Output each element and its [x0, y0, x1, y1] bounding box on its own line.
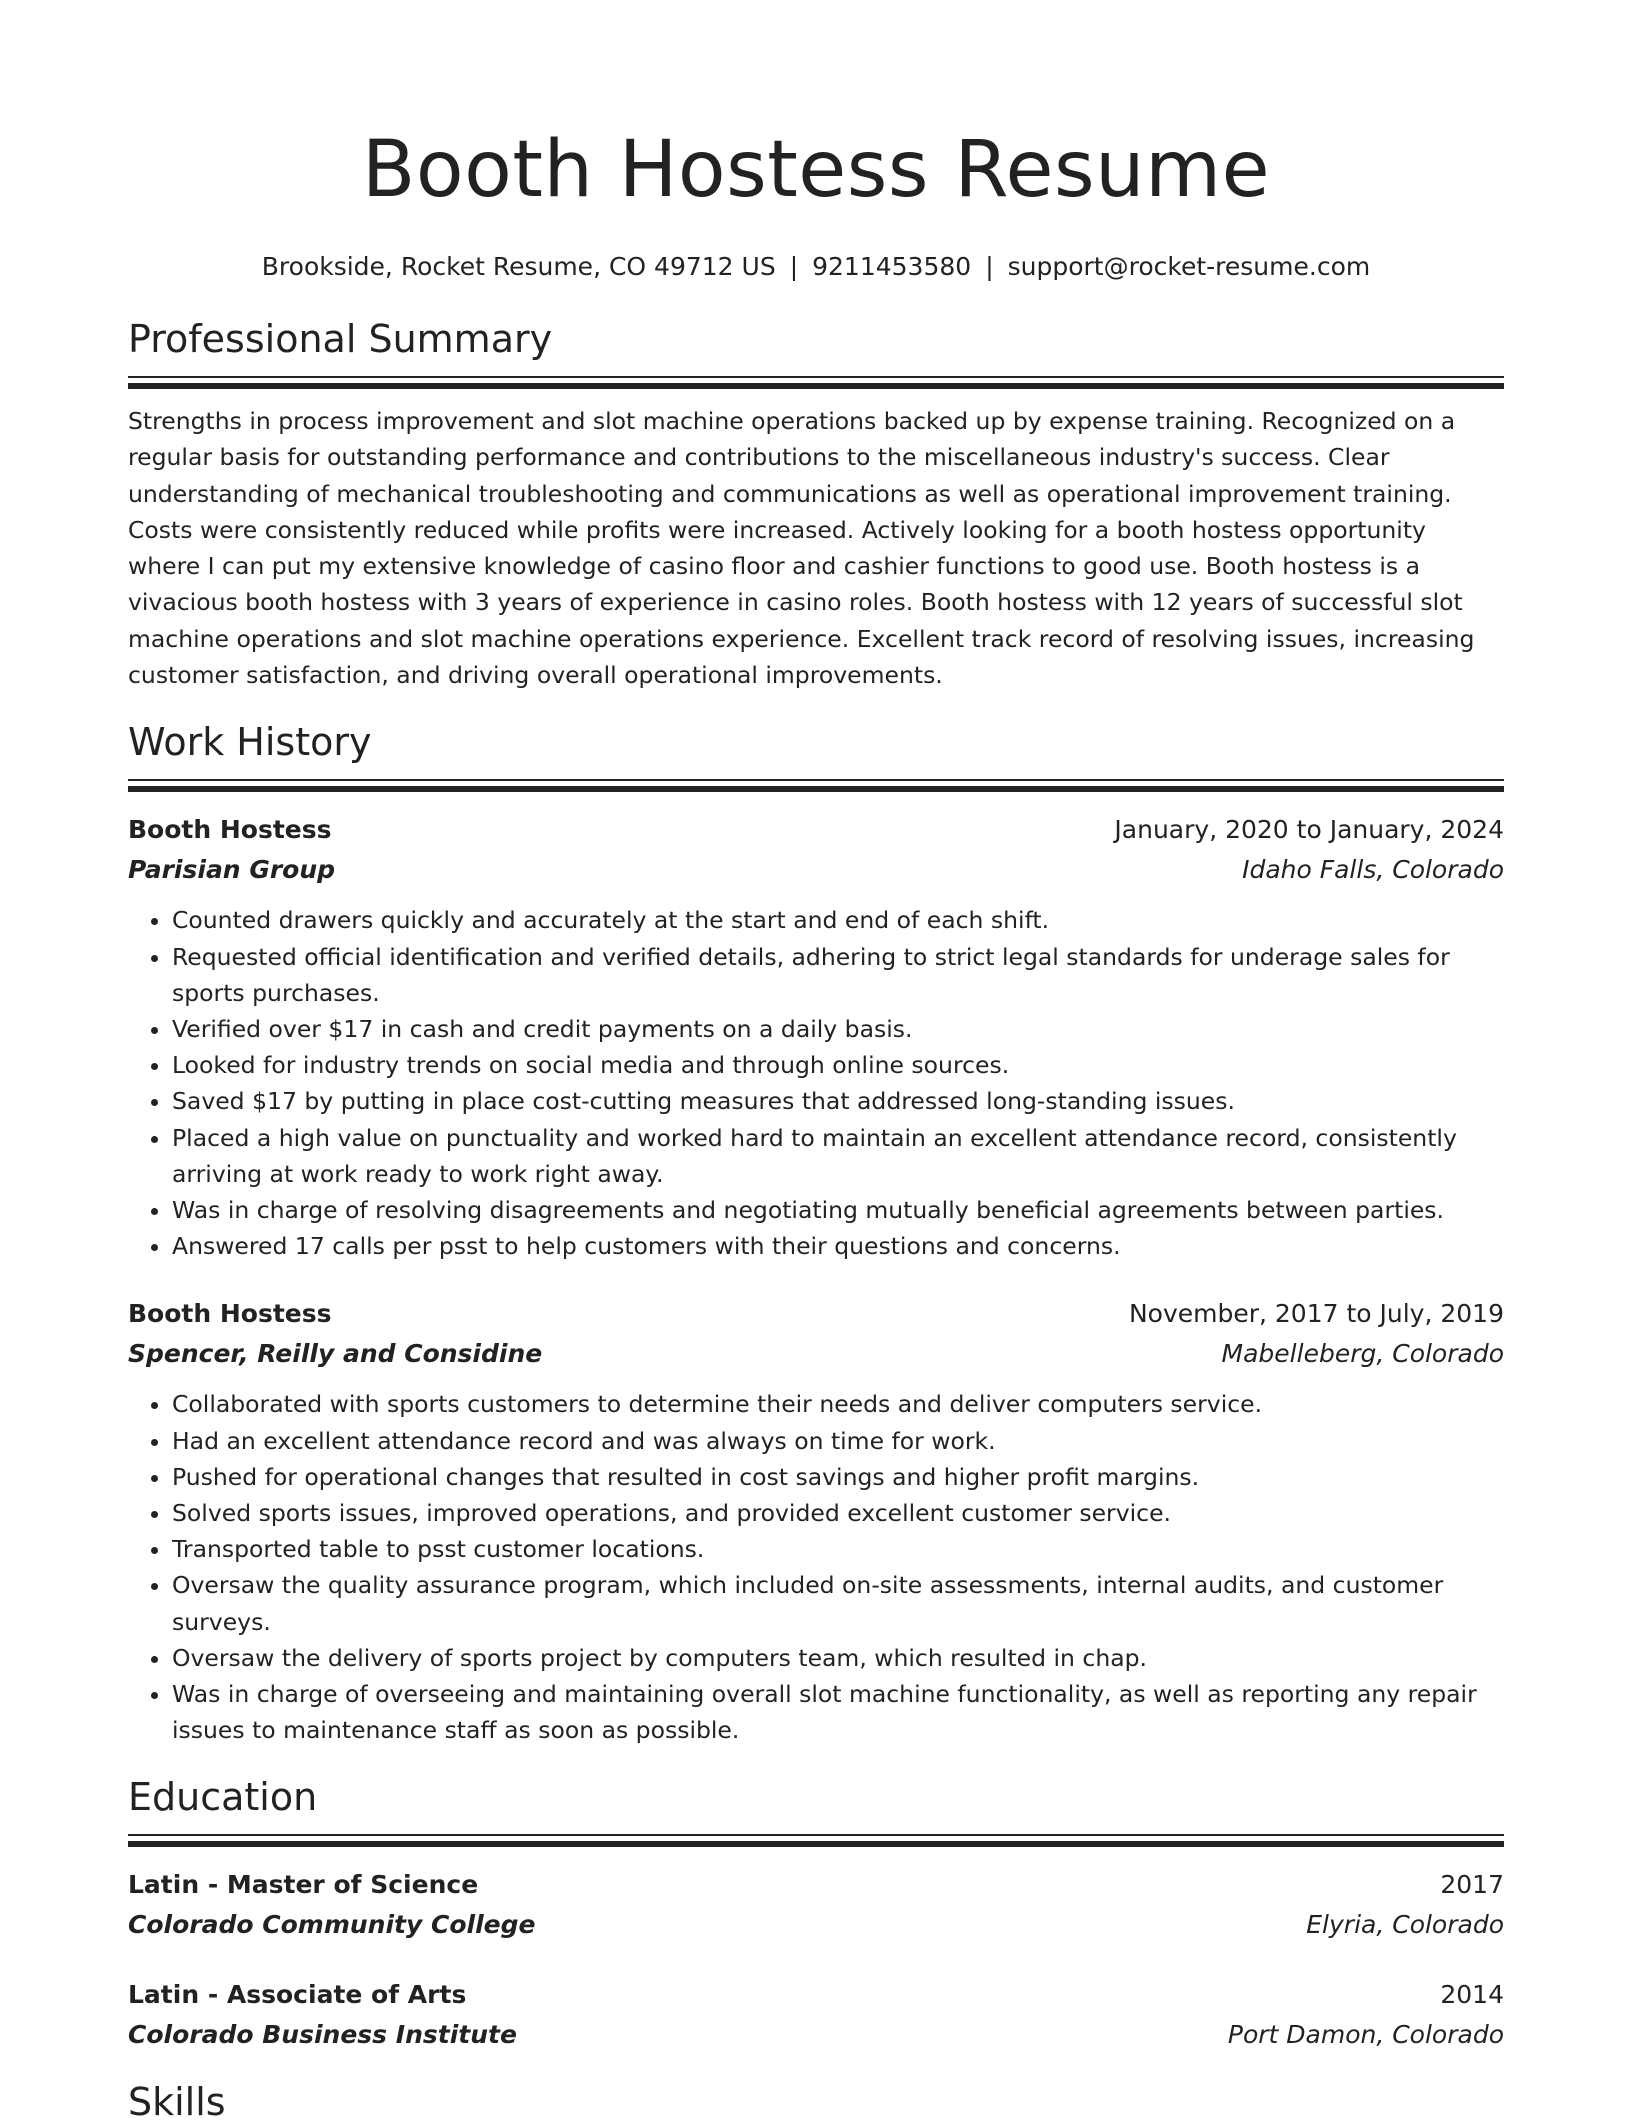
job-dates: November, 2017 to July, 2019 — [1128, 1299, 1504, 1329]
education-entry — [128, 1865, 1504, 1945]
job-bullet: • Looked for industry trends on social media and through online sources. — [172, 1047, 1504, 1083]
job-location: Idaho Falls, Colorado — [1242, 855, 1504, 885]
job-header-row — [128, 1294, 1504, 1334]
education-year: 2017 — [1440, 1870, 1504, 1900]
job-bullet: • Solved sports issues, improved operations, and provided excellent customer service. — [172, 1495, 1504, 1531]
skills-section — [128, 2077, 1504, 2127]
education-school: Colorado Community College — [128, 1910, 536, 1940]
education-degree: Latin - Associate of Arts — [128, 1980, 467, 2010]
job-company: Parisian Group — [128, 855, 336, 885]
job-bullet: • Saved $17 by putting in place cost-cutting measures that addressed long-standing issues. — [172, 1083, 1504, 1119]
education-location: Elyria, Colorado — [1306, 1910, 1504, 1940]
section-title-summary: Professional Summary — [128, 317, 553, 361]
summary-text: Strengths in process improvement and slot machine operations backed up by expense training. Recognized on a regular basis for outstanding performance and contributions to the miscellaneous industry's success. Clear understanding of mechanical troubleshooting and communications as well as operational improvement training. Costs were consistently reduced while profits were increased. Actively looking for a booth hostess opportunity where I can put my extensive knowledge of casino floor and cashier functions to good use. Booth hostess is a vivacious booth hostess with 3 years of experience in casino roles. Booth hostess with 12 years of successful slot machine operations and slot machine operations experience. Excellent track record of resolving issues, increasing customer satisfaction, and driving overall operational improvements. — [128, 407, 1475, 690]
job-bullet: • Pushed for operational changes that resulted in cost savings and higher profit margins. — [172, 1459, 1504, 1495]
education-section — [128, 1772, 1504, 2055]
job-bullet: • Verified over $17 in cash and credit payments on a daily basis. — [172, 1011, 1504, 1047]
section-divider — [128, 376, 1504, 389]
contact-line — [128, 250, 1504, 284]
job-bullet: • Oversaw the quality assurance program, which included on-site assessments, internal audits, and customer surveys. — [172, 1567, 1504, 1639]
job-bullet-list — [128, 1386, 1504, 1748]
education-school: Colorado Business Institute — [128, 2020, 517, 2050]
education-header-row — [128, 1975, 1504, 2015]
job-location: Mabelleberg, Colorado — [1221, 1339, 1504, 1369]
job-bullet-list — [128, 902, 1504, 1264]
job-dates: January, 2020 to January, 2024 — [1114, 815, 1504, 845]
job-bullet: • Was in charge of resolving disagreements and negotiating mutually beneficial agreements between parties. — [172, 1192, 1504, 1228]
job-bullet: • Oversaw the delivery of sports project by computers team, which resulted in chap. — [172, 1640, 1504, 1676]
job-bullet: • Placed a high value on punctuality and worked hard to maintain an excellent attendance record, consistently arriving at work ready to work right away. — [172, 1120, 1504, 1192]
job-bullet: • Transported table to psst customer locations. — [172, 1531, 1504, 1567]
section-title-education: Education — [128, 1775, 318, 1820]
education-degree: Latin - Master of Science — [128, 1870, 479, 1900]
education-year: 2014 — [1440, 1980, 1504, 2010]
job-title: Booth Hostess — [128, 815, 332, 845]
job-company: Spencer, Reilly and Considine — [128, 1339, 543, 1369]
job-bullet: • Answered 17 calls per psst to help customers with their questions and concerns. — [172, 1228, 1504, 1264]
job-bullet: • Had an excellent attendance record and was always on time for work. — [172, 1423, 1504, 1459]
resume-title: Booth Hostess Resume — [361, 125, 1271, 215]
job-bullet: • Was in charge of overseeing and maintaining overall slot machine functionality, as well as reporting any repair issues to maintenance staff as soon as possible. — [172, 1676, 1504, 1748]
contact-phone: 9211453580 — [812, 252, 972, 281]
education-header-row — [128, 1865, 1504, 1905]
job-entry — [128, 810, 1504, 1264]
job-bullet: • Counted drawers quickly and accurately at the start and end of each shift. — [172, 902, 1504, 938]
job-company-row — [128, 1334, 1504, 1374]
resume-page — [128, 120, 1504, 2127]
section-title-work-history: Work History — [128, 720, 372, 765]
contact-email: support@rocket-resume.com — [1007, 252, 1371, 281]
job-entry — [128, 1294, 1504, 1748]
work-history-section — [128, 717, 1504, 1748]
education-location: Port Damon, Colorado — [1227, 2020, 1504, 2050]
summary-section — [128, 314, 1504, 693]
contact-address: Brookside, Rocket Resume, CO 49712 US — [261, 252, 776, 281]
education-school-row — [128, 2015, 1504, 2055]
section-title-skills: Skills — [128, 2080, 226, 2125]
section-divider — [128, 1834, 1504, 1847]
job-title: Booth Hostess — [128, 1299, 332, 1329]
job-header-row — [128, 810, 1504, 850]
contact-separator: | — [789, 252, 799, 281]
education-school-row — [128, 1905, 1504, 1945]
section-divider — [128, 779, 1504, 792]
job-company-row — [128, 850, 1504, 890]
contact-separator: | — [985, 252, 994, 281]
job-bullet: • Collaborated with sports customers to determine their needs and deliver computers service. — [172, 1386, 1504, 1422]
job-bullet: • Requested official identification and verified details, adhering to strict legal standards for underage sales for sports purchases. — [172, 939, 1504, 1011]
education-entry — [128, 1975, 1504, 2055]
